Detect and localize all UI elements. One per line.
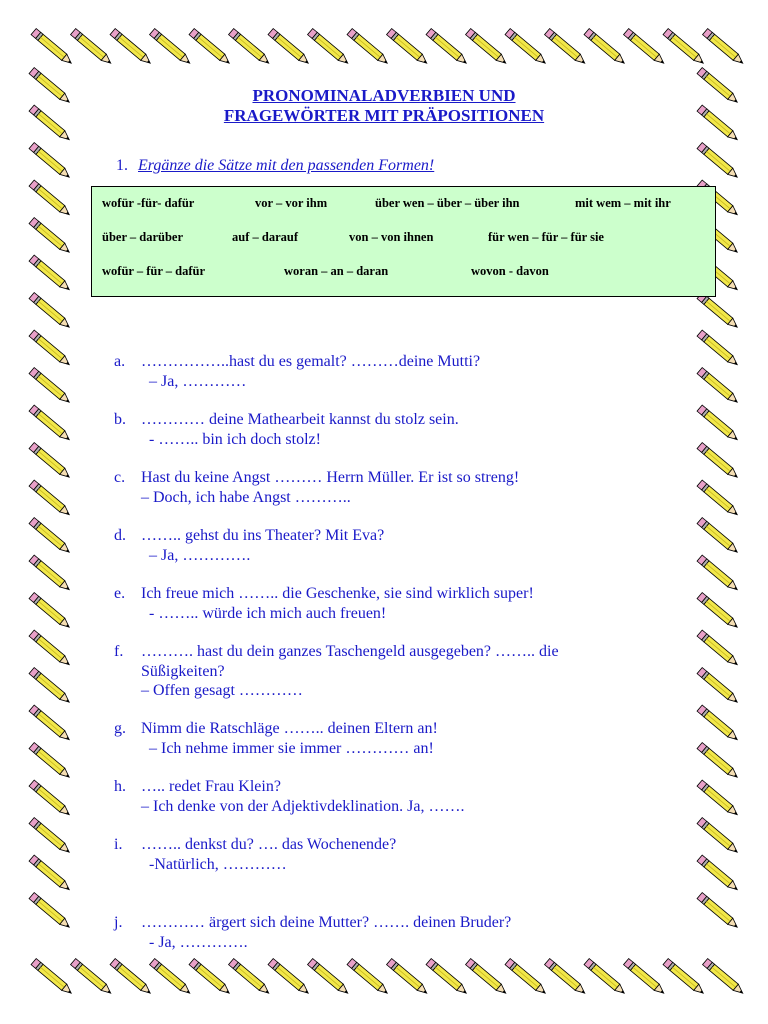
exercise-answer: – Offen gesagt ………… bbox=[141, 682, 303, 699]
pencil-icon bbox=[387, 29, 430, 67]
word-item: von – von ihnen bbox=[349, 230, 434, 244]
exercise-letter: a. bbox=[114, 353, 126, 370]
pencil-icon bbox=[308, 29, 351, 67]
pencil-icon bbox=[29, 705, 72, 743]
word-item: über – darüber bbox=[102, 230, 184, 244]
pencil-icon bbox=[697, 630, 740, 668]
pencil-icon bbox=[29, 180, 72, 218]
pencil-icon bbox=[29, 218, 72, 256]
pencil-icon bbox=[545, 959, 588, 997]
pencil-icon bbox=[697, 668, 740, 706]
pencil-icon bbox=[703, 959, 746, 997]
title-line-1: PRONOMINALADVERBIEN UND bbox=[252, 86, 516, 105]
exercise-letter: f. bbox=[114, 643, 124, 660]
pencil-icon bbox=[189, 29, 232, 67]
pencil-icon bbox=[663, 29, 706, 67]
exercise-question: ……………..hast du es gemalt? ………deine Mutti? bbox=[141, 353, 481, 370]
word-item: mit wem – mit ihr bbox=[575, 196, 671, 210]
pencil-icon bbox=[584, 959, 627, 997]
exercise-letter: h. bbox=[114, 778, 126, 795]
pencil-icon bbox=[545, 29, 588, 67]
pencil-icon bbox=[697, 705, 740, 743]
exercise-question: ………… deine Mathearbeit kannst du stolz sein. bbox=[141, 411, 459, 428]
pencil-icon bbox=[426, 29, 469, 67]
word-box bbox=[91, 186, 716, 297]
pencil-icon bbox=[29, 743, 72, 781]
exercise-question: ………… ärgert sich deine Mutter? ……. deinen Bruder? bbox=[141, 914, 512, 931]
pencil-icon bbox=[697, 330, 740, 368]
pencil-icon bbox=[697, 480, 740, 518]
word-item: für wen – für – für sie bbox=[488, 230, 604, 244]
task-number: 1. bbox=[116, 157, 128, 174]
exercise-question: ………. hast du dein ganzes Taschengeld ausgegeben? …….. die Süßigkeiten? bbox=[141, 643, 559, 680]
pencil-icon bbox=[29, 405, 72, 443]
pencil-icon bbox=[29, 893, 72, 931]
pencil-icon bbox=[584, 29, 627, 67]
pencil-icon bbox=[31, 959, 74, 997]
pencil-icon bbox=[703, 29, 746, 67]
pencil-icon bbox=[150, 29, 193, 67]
exercise-letter: i. bbox=[114, 836, 123, 853]
pencil-icon bbox=[466, 29, 509, 67]
pencil-icon bbox=[29, 255, 72, 293]
pencil-icon bbox=[387, 959, 430, 997]
pencil-icon bbox=[697, 368, 740, 406]
pencil-icon bbox=[426, 959, 469, 997]
exercise-answer: -Natürlich, ………… bbox=[149, 855, 287, 873]
exercise-answer: – Ja, …………. bbox=[149, 546, 251, 564]
pencil-icon bbox=[697, 518, 740, 556]
pencil-icon bbox=[347, 29, 390, 67]
pencil-icon bbox=[697, 143, 740, 181]
pencil-icon bbox=[624, 959, 667, 997]
word-item: wofür -für- dafür bbox=[102, 196, 195, 210]
pencil-icon bbox=[29, 143, 72, 181]
pencil-icon bbox=[110, 959, 153, 997]
exercise-letter: j. bbox=[114, 914, 123, 931]
pencil-icon bbox=[29, 630, 72, 668]
pencil-icon bbox=[697, 855, 740, 893]
pencil-icon bbox=[29, 443, 72, 481]
pencil-icon bbox=[663, 959, 706, 997]
word-item: über wen – über – über ihn bbox=[375, 196, 520, 210]
exercise-question: ….. redet Frau Klein? bbox=[141, 778, 281, 795]
exercise-question: Ich freue mich …….. die Geschenke, sie sind wirklich super! bbox=[141, 585, 534, 602]
pencil-icon bbox=[505, 959, 548, 997]
pencil-icon bbox=[150, 959, 193, 997]
pencil-icon bbox=[29, 818, 72, 856]
exercise-answer: – Ja, ………… bbox=[149, 372, 247, 390]
pencil-icon bbox=[308, 959, 351, 997]
word-item: wovon - davon bbox=[471, 264, 549, 278]
pencil-icon bbox=[29, 555, 72, 593]
exercise-answer: - …….. bin ich doch stolz! bbox=[149, 430, 321, 448]
pencil-icon bbox=[29, 518, 72, 556]
exercise-letter: e. bbox=[114, 585, 126, 602]
exercise-answer: - …….. würde ich mich auch freuen! bbox=[149, 604, 387, 622]
pencil-icon bbox=[697, 293, 740, 331]
pencil-icon bbox=[697, 743, 740, 781]
pencil-icon bbox=[347, 959, 390, 997]
word-item: woran – an – daran bbox=[284, 264, 389, 278]
pencil-icon bbox=[29, 593, 72, 631]
exercise-answer: – Ich denke von der Adjektivdeklination. Ja, ……. bbox=[141, 797, 465, 815]
pencil-icon bbox=[697, 593, 740, 631]
exercise-letter: c. bbox=[114, 469, 126, 486]
pencil-icon bbox=[505, 29, 548, 67]
word-item: vor – vor ihm bbox=[255, 196, 328, 210]
title-line-2: FRAGEWÖRTER MIT PRÄPOSITIONEN bbox=[223, 106, 545, 125]
pencil-icon bbox=[697, 818, 740, 856]
exercise-answer: – Doch, ich habe Angst ……….. bbox=[141, 488, 351, 506]
pencil-icon bbox=[229, 959, 272, 997]
pencil-icon bbox=[466, 959, 509, 997]
pencil-icon bbox=[697, 443, 740, 481]
pencil-icon bbox=[31, 29, 74, 67]
task-instruction: Ergänze die Sätze mit den passenden Formen! bbox=[138, 157, 435, 174]
pencil-icon bbox=[29, 855, 72, 893]
pencil-icon bbox=[268, 29, 311, 67]
pencil-icon bbox=[29, 668, 72, 706]
pencil-icon bbox=[29, 480, 72, 518]
pencil-icon bbox=[71, 959, 114, 997]
word-item: wofür – für – dafür bbox=[102, 264, 206, 278]
pencil-icon bbox=[268, 959, 311, 997]
pencil-icon bbox=[697, 555, 740, 593]
pencil-icon bbox=[29, 780, 72, 818]
pencil-icon bbox=[29, 330, 72, 368]
pencil-icon bbox=[189, 959, 232, 997]
exercise-question: Hast du keine Angst ……… Herrn Müller. Er ist so streng! bbox=[141, 469, 520, 486]
exercise-question: …….. gehst du ins Theater? Mit Eva? bbox=[141, 527, 385, 544]
pencil-icon bbox=[110, 29, 153, 67]
exercise-letter: b. bbox=[114, 411, 126, 428]
pencil-icon bbox=[697, 780, 740, 818]
word-item: auf – darauf bbox=[232, 230, 298, 244]
pencil-icon bbox=[29, 368, 72, 406]
exercise-answer: – Ich nehme immer sie immer ………… an! bbox=[149, 739, 434, 757]
task-heading bbox=[116, 157, 434, 175]
exercise-answer: - Ja, …………. bbox=[149, 933, 248, 951]
pencil-icon bbox=[697, 893, 740, 931]
pencil-icon bbox=[229, 29, 272, 67]
pencil-icon bbox=[697, 405, 740, 443]
pencil-icon bbox=[624, 29, 667, 67]
pencil-icon bbox=[29, 293, 72, 331]
exercise-letter: d. bbox=[114, 527, 126, 544]
pencil-icon bbox=[71, 29, 114, 67]
exercise-letter: g. bbox=[114, 720, 126, 737]
exercise-question: …….. denkst du? …. das Wochenende? bbox=[141, 836, 397, 853]
exercise-question: Nimm die Ratschläge …….. deinen Eltern an! bbox=[141, 720, 438, 737]
